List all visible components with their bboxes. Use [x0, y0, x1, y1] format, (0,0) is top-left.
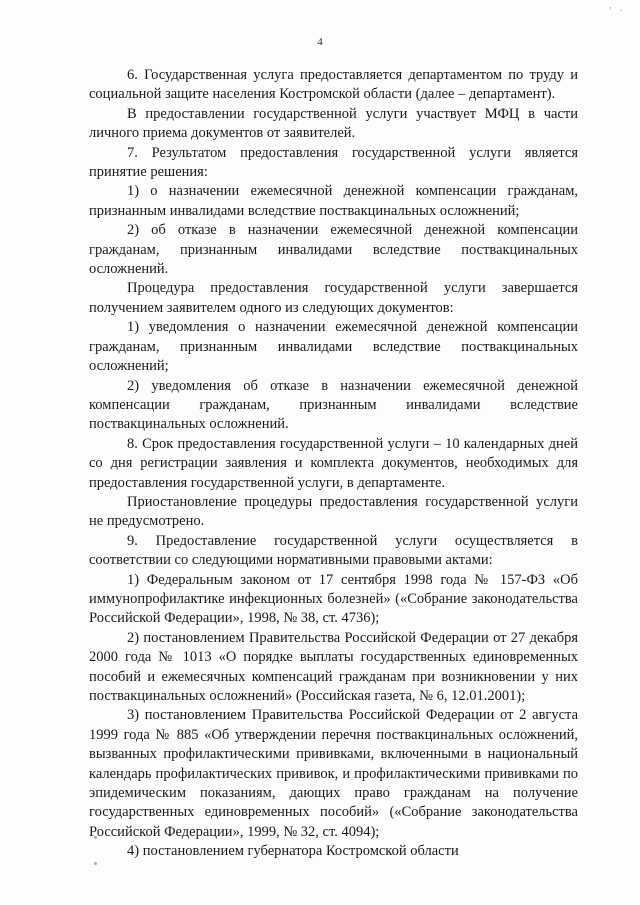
paragraph: 1) Федеральным законом от 17 сентября 1998 года № 157-ФЗ «Об иммунопрофилактике инфекционных болезней» («Собрание законодательства Российской Федерации», 1998, № 38, ст. 4736);	[89, 571, 578, 627]
paragraph: 8. Срок предоставления государственной услуги – 10 календарных дней со дня регистрации заявления и комплекта документов, необходимых для предоставления государственной услуги, в департаменте.	[89, 435, 578, 491]
paragraph: 9. Предоставление государственной услуги осуществляется в соответствии со следующими нормативными правовыми актами:	[89, 532, 578, 569]
paragraph: Приостановление процедуры предоставления государственной услуги не предусмотрено.	[89, 493, 578, 530]
paragraph: В предоставлении государственной услуги участвует МФЦ в части личного приема документов от заявителей.	[89, 105, 578, 142]
paragraph: 4) постановлением губернатора Костромской области	[127, 843, 459, 860]
paragraph: 3) постановлением Правительства Российской Федерации от 2 августа 1999 года № 885 «Об утверждении перечня поствакцинальных осложнений, вызванных профилактическими прививками, включенными в национальный календарь профилактических прививок, и профилактическими прививками по эпидемическим показаниям, дающих право гражданам на получение государственных единовременных пособий» («Собрание законодательства Российской Федерации», 1999, № 32, ст. 4094);	[89, 707, 578, 840]
paragraph: 2) об отказе в назначении ежемесячной денежной компенсации гражданам, признанным инвалидами вследствие поствакцинальных осложнений.	[89, 222, 578, 278]
paragraph: 2) постановлением Правительства Российской Федерации от 27 декабря 2000 года № 1013 «О порядке выплаты государственных единовременных пособий и ежемесячных компенсаций гражданам при возникновении у них поствакцинальных осложнений» (Российская газета, № 6, 12.01.2001);	[89, 629, 578, 704]
page-number: 4	[317, 36, 323, 48]
paragraph: 1) уведомления о назначении ежемесячной денежной компенсации гражданам, признанным инвалидами вследствие поствакцинальных осложнений;	[89, 319, 578, 375]
paragraph: 6. Государственная услуга предоставляется департаментом по труду и социальной защите населения Костромской области (далее – департамент).	[89, 67, 578, 103]
document-body	[89, 66, 578, 862]
margin-mark	[94, 862, 97, 865]
corner-mark: ' ·	[609, 6, 626, 17]
paragraph: Процедура предоставления государственной услуги завершается получением заявителем одного из следующих документов:	[89, 280, 578, 316]
paragraph: 2) уведомления об отказе в назначении ежемесячной денежной компенсации гражданам, признанным инвалидами вследствие поствакцинальных осложнений.	[89, 377, 578, 433]
paragraph: 7. Результатом предоставления государственной услуги является принятие решения:	[89, 144, 578, 181]
paragraph: 1) о назначении ежемесячной денежной компенсации гражданам, признанным инвалидами вследствие поствакцинальных осложнений;	[89, 183, 578, 219]
